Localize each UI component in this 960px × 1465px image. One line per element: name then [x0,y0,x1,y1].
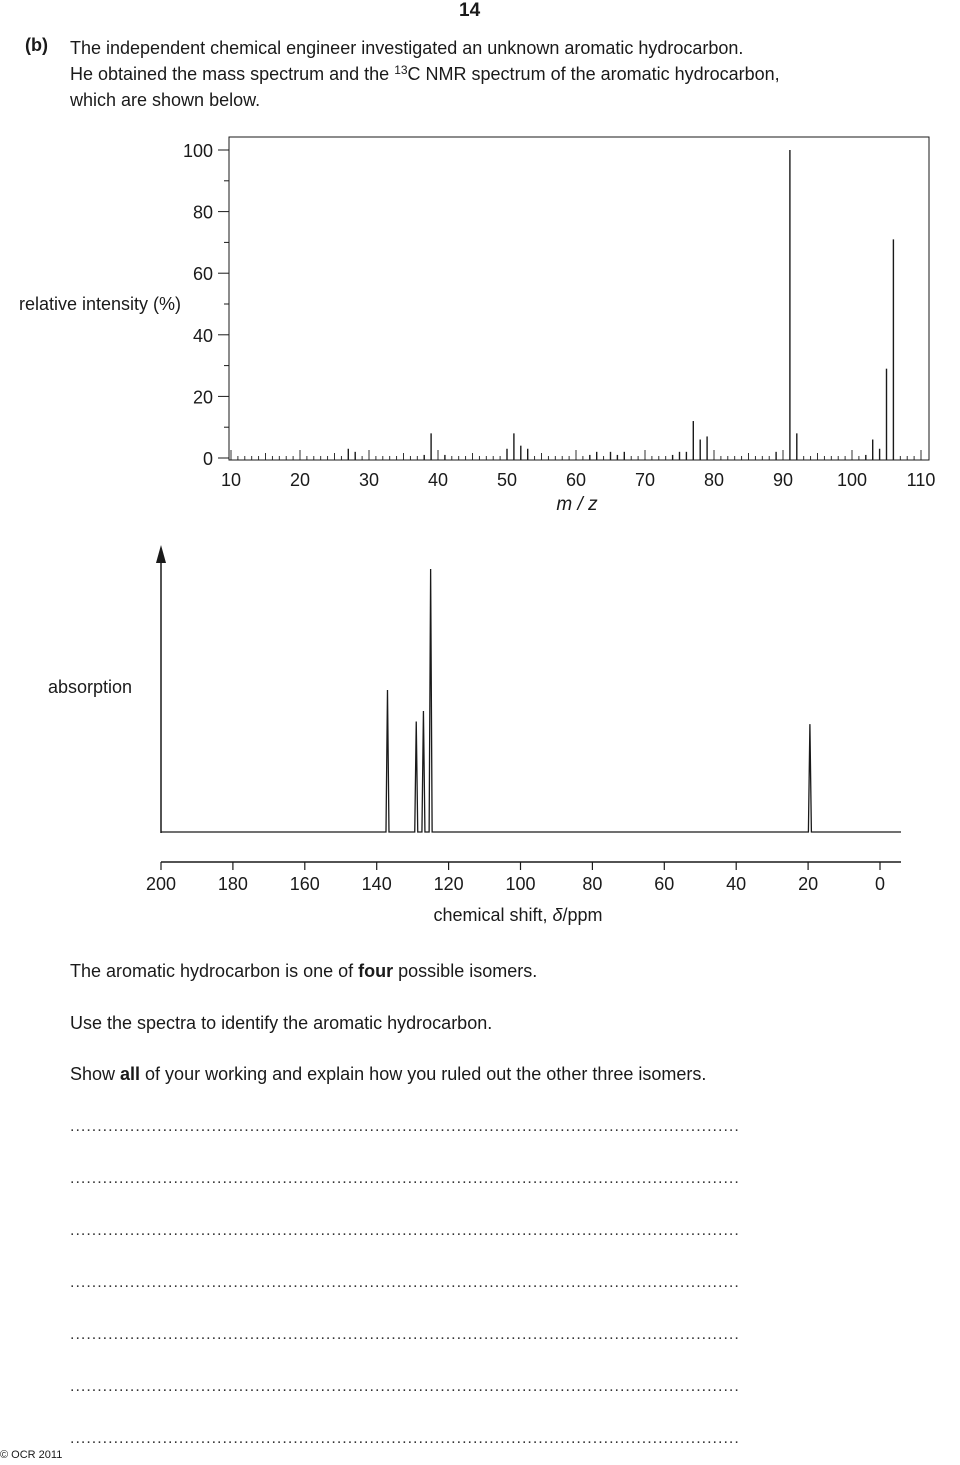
nmr-x-tick-label: 80 [582,874,603,894]
ms-x-tick-label: 80 [703,470,725,490]
ms-x-tick-label: 10 [220,470,242,490]
answer-line-3[interactable]: ........................................................................................................................... [70,1222,740,1239]
nmr-y-axis-arrow-icon [156,545,166,563]
isotope-superscript: 13 [394,63,408,77]
ms-x-tick-label: 20 [289,470,311,490]
answer-line-7[interactable]: ........................................................................................................................... [70,1430,740,1447]
nmr-x-ticks [146,862,885,894]
sentence-show-working: Show all of your working and explain how you ruled out the other three isomers. [70,1064,707,1084]
question-label: (b) [25,35,48,55]
nmr-x-tick-label: 140 [361,874,392,894]
question-line-1: The independent chemical engineer investigated an unknown aromatic hydrocarbon. [70,38,744,58]
answer-line-4[interactable]: ........................................................................................................................... [70,1274,740,1291]
ms-y-tick-label: 0 [202,449,213,469]
ms-y-axis-label: relative intensity (%) [18,294,182,314]
ms-x-tick-label: 30 [358,470,380,490]
ms-x-tick-label: 40 [427,470,449,490]
nmr-y-axis-label: absorption [47,677,133,697]
nmr-x-tick-label: 0 [874,874,886,894]
ms-x-tick-label: 110 [906,470,936,490]
sentence-identify: Use the spectra to identify the aromatic hydrocarbon. [70,1013,493,1033]
nmr-x-tick-label: 180 [217,874,248,894]
nmr-x-tick-label: 60 [654,874,675,894]
ms-y-tick-label: 40 [192,325,213,346]
nmr-spectrum-trace [161,569,901,832]
ms-x-tick-label: 50 [496,470,518,490]
ms-x-tick-label: 60 [565,470,587,490]
nmr-x-tick-label: 120 [433,874,464,894]
ms-x-tick-label: 70 [634,470,656,490]
page-number: 14 [459,0,481,21]
answer-line-1[interactable]: ........................................................................................................................... [70,1118,740,1135]
ms-y-tick-label: 80 [192,202,213,223]
ms-y-tick-label: 20 [192,387,213,408]
nmr-x-tick-label: 160 [289,874,320,894]
ms-x-tick-label: 90 [772,470,794,490]
nmr-x-axis-label: chemical shift, δ/ppm [433,905,603,925]
sentence-isomers: The aromatic hydrocarbon is one of four possible isomers. [70,961,538,981]
nmr-x-tick-label: 200 [145,874,177,894]
ms-x-axis-label: m / z [556,494,598,515]
copyright-footer: © OCR 2011 [0,1449,63,1461]
ms-y-tick-label: 60 [192,264,213,285]
answer-line-2[interactable]: ........................................................................................................................... [70,1170,740,1187]
nmr-x-tick-label: 40 [726,874,747,894]
answer-line-6[interactable]: ........................................................................................................................... [70,1378,740,1395]
ms-y-tick-label: 100 [182,141,213,161]
question-line-3: which are shown below. [70,90,261,110]
question-line-2: He obtained the mass spectrum and the $^{13}$C NMR spectrum of the aromatic hydrocarbon, [70,63,780,84]
nmr-x-tick-label: 20 [798,874,819,894]
nmr-x-tick-label: 100 [505,874,536,894]
ms-x-tick-label: 100 [836,470,868,490]
answer-line-5[interactable]: ........................................................................................................................... [70,1326,740,1343]
